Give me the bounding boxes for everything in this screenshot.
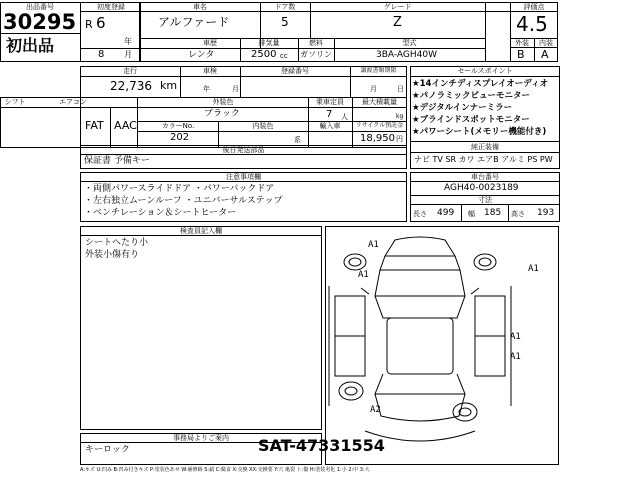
footer-legend: A:キズ U:凹み B:凹み付きキズ P:塗装色あせ W:補修跡 S:錆 C:腐食 X:交換 XX:交換要 Y:穴 亀裂 ト:傷 H:塗装劣化 1:小 2:中 3:大 [80, 467, 370, 473]
grade-value: Z [393, 15, 402, 30]
length: 499 [437, 208, 455, 218]
recycle-day: 日 [397, 85, 404, 93]
note-item: ・ベンチレーション＆シートヒーター [84, 208, 237, 218]
mileage-unit: km [160, 79, 178, 92]
int-grade-label: 内装 [539, 39, 553, 47]
score-value: 4.5 [516, 12, 548, 36]
sales-point-item: ★14インチディスプレイオーディオ [412, 79, 549, 89]
post-docs-title: 後日発送部品 [222, 146, 265, 154]
grade-label: グレード [383, 3, 412, 11]
first-listing-badge: 初出品 [6, 36, 55, 55]
length-label: 長さ [413, 210, 427, 218]
lot-label: 出品番号 [26, 3, 54, 11]
car-diagram [325, 226, 559, 465]
width-label: 幅 [468, 210, 475, 218]
mileage-label: 走行 [123, 67, 137, 75]
sales-points-title: セールスポイント [457, 67, 513, 75]
damage-label: A1 [510, 332, 521, 342]
displacement-unit: cc [280, 52, 288, 60]
inspection-label: 車検 [203, 67, 217, 75]
inspection-year: 年 [203, 85, 210, 93]
recycle-month: 月 [370, 85, 377, 93]
color-no: 202 [170, 132, 190, 143]
model-name: アルファード [158, 15, 230, 29]
first-reg-label: 初度登録 [97, 3, 125, 11]
office-title: 事務局よりご案内 [173, 434, 229, 442]
color-label: 外装色 [212, 98, 234, 106]
damage-label: A2 [370, 405, 381, 415]
capacity-unit: 人 [341, 113, 348, 121]
capacity: 7 [326, 109, 333, 120]
height-label: 高さ [511, 210, 525, 218]
damage-label: A1 [368, 240, 379, 250]
inspection-title: 検査員記入欄 [180, 227, 222, 235]
purpose: レンタ [188, 50, 215, 60]
frame-number: AGH40-0023189 [444, 183, 519, 193]
month-unit: 月 [124, 50, 132, 59]
sales-point-item: ★ブラインドスポットモニター [412, 115, 530, 125]
note-item: ・左右独立ムーンルーフ ・ユニバーサルステップ [84, 196, 283, 206]
year-unit: 年 [124, 37, 132, 46]
displacement-label: 排気量 [258, 39, 280, 47]
displacement: 2500 [251, 49, 277, 60]
inspection-line: 外装小傷有り [85, 250, 140, 260]
damage-label: A1 [358, 270, 369, 280]
capacity-label: 乗車定員 [316, 98, 344, 106]
dimensions-title: 寸法 [478, 196, 492, 204]
note-item: ・両側パワースライドドア ・パワーバックドア [84, 184, 275, 194]
recycle-fee-unit: 円 [396, 135, 403, 143]
frame-title: 車台番号 [471, 173, 499, 181]
ext-grade-label: 外装 [515, 39, 529, 47]
width: 185 [484, 208, 502, 218]
reg-year: 6 [96, 14, 106, 32]
height: 193 [537, 208, 555, 218]
watermark: SAT-47331554 [258, 436, 385, 455]
load-unit: kg [396, 113, 404, 120]
load-label: 最大積載量 [362, 98, 397, 106]
inspection-line: シートへたり小 [85, 238, 149, 248]
color: ブラック [204, 109, 240, 119]
fuel-label: 燃料 [309, 39, 323, 47]
damage-label: A1 [510, 352, 521, 362]
reg-no-label: 登録番号 [281, 67, 309, 75]
ac-label: エアコン [59, 98, 87, 106]
model-label: 車名 [193, 3, 207, 11]
shift: FAT [85, 119, 104, 132]
recycle-fee-label: リサイクル預託金 [355, 122, 404, 129]
reg-month: 8 [98, 49, 105, 60]
chassis-type-label: 型式 [402, 39, 417, 47]
recycle-fee: 18,950 [360, 133, 395, 144]
import-label: 輸入車 [319, 122, 341, 130]
int-grade: A [541, 48, 549, 61]
mileage: 22,736 [110, 79, 152, 93]
sales-point-item: ★パワーシート(メモリー機能付き) [412, 127, 547, 137]
fuel: ガソリン [300, 50, 332, 59]
chassis-type: 3BA-AGH40W [376, 50, 438, 60]
office-value: キーロック [85, 445, 130, 455]
doors-label: ドア数 [274, 3, 296, 11]
recycle-label: 譲渡書類期限 [360, 67, 397, 74]
lot-number: 30295 [3, 10, 77, 34]
sales-point-item: ★デジタルインナーミラー [412, 103, 513, 113]
post-docs-value: 保証書 予備キー [84, 156, 150, 166]
options-title: 純正装備 [471, 143, 499, 151]
int-color-unit: 系 [294, 136, 301, 144]
inspection-month: 月 [232, 85, 239, 93]
doors-value: 5 [281, 15, 289, 29]
notes-title: 注意事項欄 [226, 173, 261, 181]
purpose-label: 車歴 [203, 39, 217, 47]
ext-grade: B [517, 48, 525, 61]
shift-label: シフト [4, 98, 26, 106]
score-label: 評価点 [523, 3, 545, 11]
options-value: ナビ TV SR カワ エアB アルミ PS PW [414, 155, 553, 164]
sales-point-item: ★パノラミックビューモニター [412, 91, 530, 101]
damage-label: A1 [528, 264, 539, 274]
color-no-label: カラーNo. [161, 122, 195, 130]
int-color-label: 内装色 [252, 122, 274, 130]
era: R [85, 18, 93, 31]
ac: AAC [114, 119, 137, 132]
